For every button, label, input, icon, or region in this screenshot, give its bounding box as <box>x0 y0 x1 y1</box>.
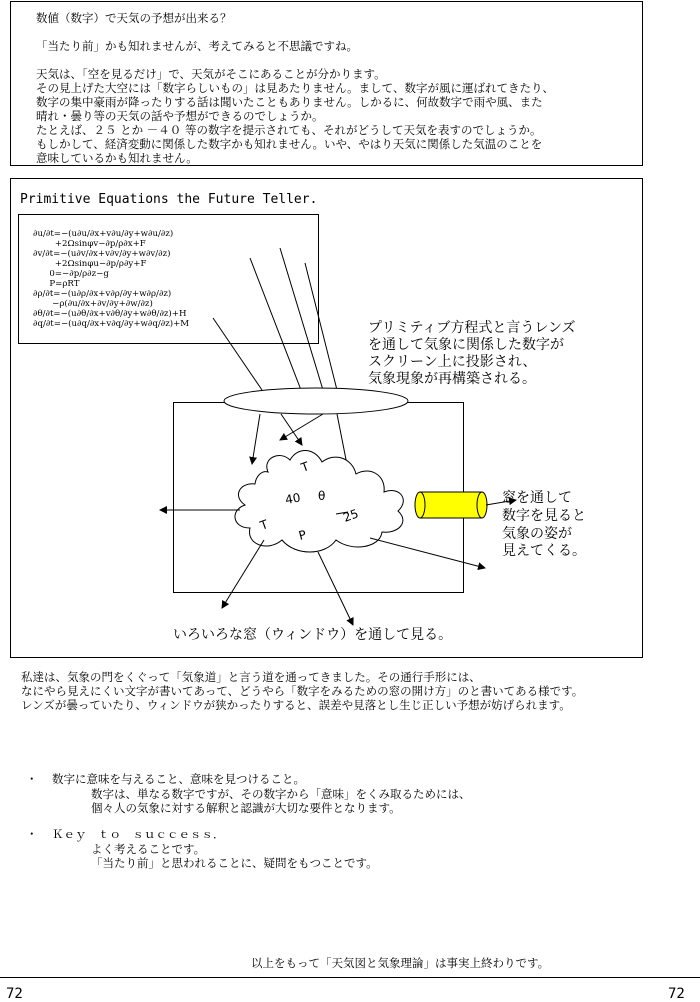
intro-line-3: 数字の集中豪雨が降ったりする話は聞いたこともありません。しかるに、何故数字で雨や風、また <box>36 95 543 109</box>
cloud-label-25: 25 <box>341 506 361 525</box>
intro-line-4: 晴れ・曇り等の天気の話や予想ができるのでしょうか。 <box>36 109 324 123</box>
bullet-2-heading: Ｋｅｙ ｔｏ ｓｕｃｃｅｓｓ． <box>52 827 225 841</box>
intro-question: 「当たり前」かも知れませんが、考えてみると不思議ですね。 <box>36 39 358 53</box>
bullet-1-heading: 数字に意味を与えること、意味を見つけること。 <box>52 772 305 786</box>
intro-line-7: 意味しているかも知れません。 <box>36 151 198 165</box>
equation-2b: +2Ωsinφu−∂p/ρ∂y+F <box>33 259 147 269</box>
equation-5b: −ρ(∂u/∂x+∂v/∂y+∂w/∂z) <box>33 299 153 309</box>
equation-1b: +2Ωsinφv−∂p/ρ∂x+F <box>33 239 146 249</box>
cloud-label-40: 40 <box>284 490 302 507</box>
bullet-2-line-2: 「当たり前」と思われることに、疑問をもつことです。 <box>91 856 378 870</box>
bullet-2-marker: ・ <box>26 827 38 841</box>
equation-1: ∂u/∂t=−(u∂u/∂x+v∂u/∂y+w∂u/∂z) <box>33 229 174 239</box>
bullet-1-line-2: 個々人の気象に対する解釈と認識が大切な要件となります。 <box>91 801 401 815</box>
cloud-label-t-top: T <box>299 459 311 475</box>
bullet-1-line-1: 数字は、単なる数字ですが、その数字から「意味」をくみ取るためには、 <box>91 787 471 801</box>
window-caption-2: 数字を見ると <box>502 508 586 524</box>
body-line-3: レンズが曇っていたり、ウィンドウが狭かったりすると、誤差や見落とし生じ正しい予想が妨げられます。 <box>21 698 571 712</box>
equation-2: ∂v/∂t=−(u∂v/∂x+v∂v/∂y+w∂v/∂z) <box>33 249 171 259</box>
cloud-label-t-left: T <box>258 517 270 533</box>
page-number-left: 72 <box>6 986 23 1002</box>
bullet-2-line-1: よく考えることです。 <box>91 842 206 856</box>
window-caption-3: 気象の姿が <box>502 526 572 542</box>
footer-rule <box>0 977 700 978</box>
lens <box>224 388 408 414</box>
cloud-label-p: P <box>297 527 308 543</box>
figure-title: Primitive Equations the Future Teller. <box>20 192 318 207</box>
intro-line-6: もしかして、経済変動に関係した数字かも知れません。いや、やはり天気に関係した気温のことを <box>36 137 543 151</box>
page-number-right: 72 <box>668 986 685 1002</box>
window-caption-1: 窓を通して <box>502 490 572 506</box>
intro-line-2: その見上げた大空には「数字らしいもの」は見あたりません。まして、数字が風に運ばれてきたり、 <box>36 81 554 95</box>
lens-caption-3: スクリーン上に投影され、 <box>368 354 537 370</box>
closing-line: 以上をもって「天気図と気象理論」は事実上終わりです。 <box>251 956 550 970</box>
cloud-label-theta: θ <box>318 489 326 503</box>
window-tube <box>415 492 487 518</box>
lens-caption-4: 気象現象が再構築される。 <box>368 371 536 387</box>
lens-caption-2: を通して気象に関係した数字が <box>368 337 564 353</box>
equation-3: 0=−∂p/ρ∂z−g <box>33 269 109 279</box>
intro-line-1: 天気は、「空を見るだけ」で、天気がそこにあることが分かります。 <box>36 67 386 81</box>
equation-5: ∂ρ/∂t=−(u∂ρ/∂x+v∂ρ/∂y+w∂ρ/∂z) <box>33 289 172 299</box>
window-caption-4: 見えてくる。 <box>502 543 586 559</box>
body-line-1: 私達は、気象の門をくぐって「気象道」と言う道を通ってきました。その通行手形には、 <box>21 670 481 684</box>
intro-title: 数値（数字）で天気の予想が出来る？ <box>36 11 232 25</box>
body-line-2: なにやら見えにくい文字が書いてあって、どうやら「数字をみるための窓の開け方」のと書いてある様です。 <box>21 684 584 698</box>
figure-bottom-caption: いろいろな窓（ウィンドウ）を通して見る。 <box>173 627 453 643</box>
equation-4: P=ρRT <box>33 279 80 289</box>
lens-caption-1: プリミティブ方程式と言うレンズ <box>368 320 576 336</box>
bullet-1-marker: ・ <box>26 772 38 786</box>
equation-6: ∂θ/∂t=−(u∂θ/∂x+v∂θ/∂y+w∂θ/∂z)+H <box>33 309 187 319</box>
intro-line-5: たとえば、２５ とか －４０ 等の数字を提示されても、それがどうして天気を表すのでしょうか。 <box>36 123 542 137</box>
equation-7: ∂q/∂t=−(u∂q/∂x+v∂q/∂y+w∂q/∂z)+M <box>33 319 190 329</box>
